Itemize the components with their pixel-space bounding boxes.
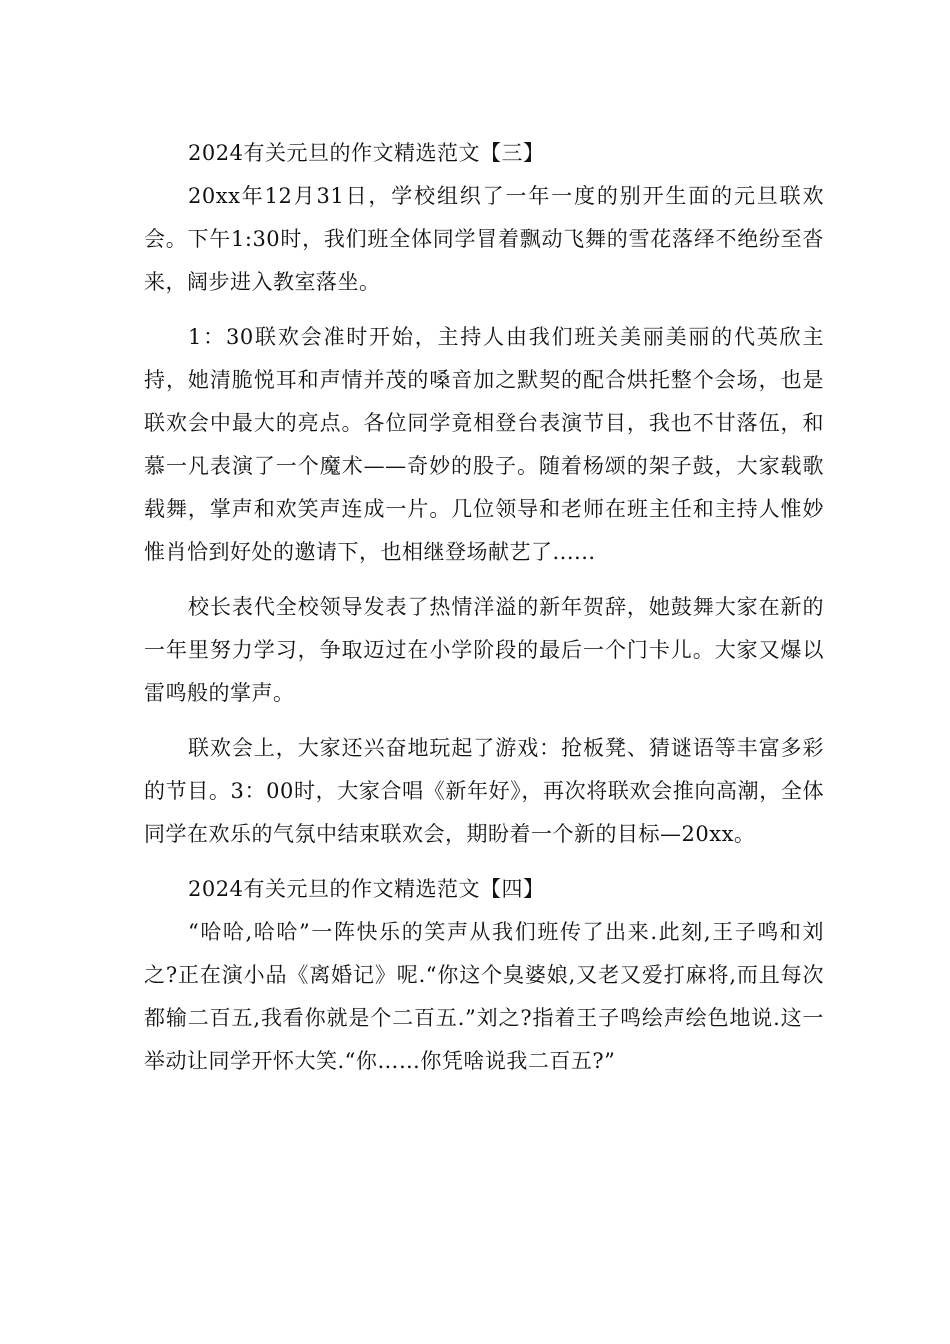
section-3-paragraph-4: 联欢会上，大家还兴奋地玩起了游戏：抢板凳、猜谜语等丰富多彩的节目。3：00时，大家合唱《新年好》，再次将联欢会推向高潮，全体同学在欢乐的气氛中结束联欢会，期盼着一个新的目标—20xx。 <box>144 736 824 846</box>
section-4-paragraph-1: “哈哈,哈哈”一阵快乐的笑声从我们班传了出来.此刻,王子鸣和刘之?正在演小品《离婚记》呢.“你这个臭婆娘,又老又爱打麻将,而且每次都输二百五,我看你就是个二百五.”刘之?指着王子鸣绘声绘色地说.这一举动让同学开怀大笑.“你……你凭啥说我二百五?” <box>144 920 824 1073</box>
section-3-paragraph-2: 1：30联欢会准时开始，主持人由我们班关美丽美丽的代英欣主持，她清脆悦耳和声情并茂的嗓音加之默契的配合烘托整个会场，也是联欢会中最大的亮点。各位同学竟相登台表演节目，我也不甘落伍，和慕一凡表演了一个魔术——奇妙的股子。随着杨颂的架子鼓，大家载歌载舞，掌声和欢笑声连成一片。几位领导和老师在班主任和主持人惟妙惟肖恰到好处的邀请下，也相继登场献艺了...... <box>144 325 824 564</box>
section-3-paragraph-3: 校长表代全校领导发表了热情洋溢的新年贺辞，她鼓舞大家在新的一年里努力学习，争取迈过在小学阶段的最后一个门卡儿。大家又爆以雷鸣般的掌声。 <box>144 595 824 705</box>
section-4-heading: 2024有关元旦的作文精选范文【四】 <box>188 877 545 901</box>
section-3-paragraph-1: 20xx年12月31日，学校组织了一年一度的别开生面的元旦联欢会。下午1:30时，我们班全体同学冒着飘动飞舞的雪花落绎不绝纷至沓来，阔步进入教室落坐。 <box>144 184 824 294</box>
section-3-heading: 2024有关元旦的作文精选范文【三】 <box>188 141 545 165</box>
document-body <box>144 132 824 1083</box>
